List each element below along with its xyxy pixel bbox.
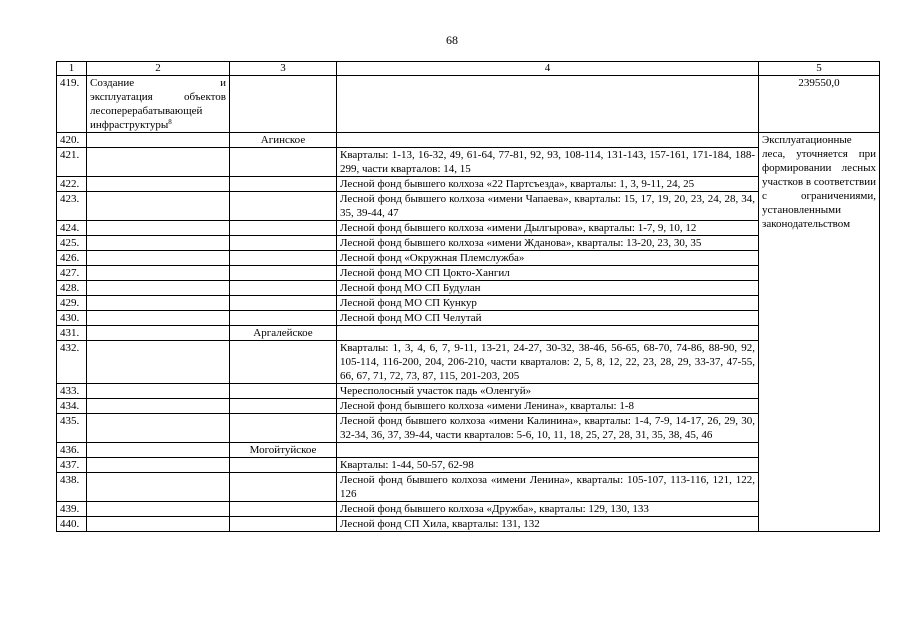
- header-col-2: 2: [87, 62, 230, 76]
- activity-name: [87, 311, 230, 326]
- row-number: 425.: [57, 236, 87, 251]
- table-row: [57, 443, 880, 458]
- table-row: [57, 341, 880, 384]
- header-col-1: 1: [57, 62, 87, 76]
- header-row: [57, 62, 880, 76]
- row-number: 428.: [57, 281, 87, 296]
- district-cell: Агинское: [230, 133, 337, 148]
- row-number: 421.: [57, 148, 87, 177]
- table-row: [57, 311, 880, 326]
- row-number: 435.: [57, 414, 87, 443]
- description-cell: Лесной фонд МО СП Челутай: [337, 311, 759, 326]
- table-row: [57, 517, 880, 532]
- row-number: 419.: [57, 76, 87, 133]
- description-cell: [337, 443, 759, 458]
- table-row: [57, 133, 880, 148]
- description-cell: Лесной фонд бывшего колхоза «имени Ленина», кварталы: 105-107, 113-116, 121, 122, 126: [337, 473, 759, 502]
- description-cell: Лесной фонд бывшего колхоза «имени Чапаева», кварталы: 15, 17, 19, 20, 23, 24, 28, 34, 35, 39-44, 47: [337, 192, 759, 221]
- header-col-5: 5: [759, 62, 880, 76]
- row-number: 426.: [57, 251, 87, 266]
- description-cell: Лесной фонд бывшего колхоза «22 Партсъезда», кварталы: 1, 3, 9-11, 24, 25: [337, 177, 759, 192]
- activity-name: [87, 251, 230, 266]
- activity-name: [87, 281, 230, 296]
- activity-name: [87, 458, 230, 473]
- activity-name: [87, 133, 230, 148]
- activity-name-line1: Создание и: [90, 77, 226, 89]
- row-number: 436.: [57, 443, 87, 458]
- activity-name: [87, 517, 230, 532]
- header-col-3: 3: [230, 62, 337, 76]
- page-number: 68: [446, 33, 458, 47]
- district-cell: [230, 296, 337, 311]
- row-number: 423.: [57, 192, 87, 221]
- row-number: 424.: [57, 221, 87, 236]
- description-cell: Лесной фонд бывшего колхоза «имени Ленина», кварталы: 1-8: [337, 399, 759, 414]
- district-cell: [230, 341, 337, 384]
- activity-name: [87, 341, 230, 384]
- description-cell: Лесной фонд бывшего колхоза «имени Калинина», кварталы: 1-4, 7-9, 14-17, 26, 29, 30, 32-34, 36, 37, 39-44, части кварталов: 5-6, 10, 11, 18, 25, 27, 28, 31, 35, 38, 45, 46: [337, 414, 759, 443]
- row-number: 438.: [57, 473, 87, 502]
- description-cell: Лесной фонд МО СП Будулан: [337, 281, 759, 296]
- activity-name: [87, 148, 230, 177]
- description-cell: Лесной фонд МО СП Кункур: [337, 296, 759, 311]
- activity-name: [87, 443, 230, 458]
- activity-name: [87, 236, 230, 251]
- row-number: 429.: [57, 296, 87, 311]
- table-row: [57, 76, 880, 133]
- footnote-marker: 8: [168, 118, 172, 126]
- description-cell: [337, 133, 759, 148]
- table-row: [57, 266, 880, 281]
- row-number: 420.: [57, 133, 87, 148]
- table-body: [57, 62, 880, 532]
- row-number: 427.: [57, 266, 87, 281]
- district-cell: [230, 76, 337, 133]
- description-cell: [337, 326, 759, 341]
- row-number: 440.: [57, 517, 87, 532]
- activity-name: [87, 221, 230, 236]
- row-number: 433.: [57, 384, 87, 399]
- table-row: [57, 148, 880, 177]
- row-number: 437.: [57, 458, 87, 473]
- header-col-4: 4: [337, 62, 759, 76]
- district-cell: [230, 414, 337, 443]
- district-cell: Могойтуйское: [230, 443, 337, 458]
- district-cell: [230, 236, 337, 251]
- table-row: [57, 399, 880, 414]
- table-row: [57, 177, 880, 192]
- row-number: 439.: [57, 502, 87, 517]
- table-row: [57, 458, 880, 473]
- district-cell: [230, 473, 337, 502]
- area-value: 239550,0: [759, 76, 880, 133]
- row-number: 434.: [57, 399, 87, 414]
- district-cell: [230, 251, 337, 266]
- district-cell: [230, 399, 337, 414]
- description-cell: Лесной фонд СП Хила, кварталы: 131, 132: [337, 517, 759, 532]
- district-cell: [230, 266, 337, 281]
- row-number: 432.: [57, 341, 87, 384]
- activity-name-rest: эксплуатация объектов лесоперерабатывающей инфраструктуры: [90, 91, 226, 131]
- description-cell: Кварталы: 1-44, 50-57, 62-98: [337, 458, 759, 473]
- district-cell: [230, 311, 337, 326]
- activity-name: [87, 192, 230, 221]
- activity-name: [87, 502, 230, 517]
- description-cell: Лесной фонд бывшего колхоза «имени Жданова», кварталы: 13-20, 23, 30, 35: [337, 236, 759, 251]
- description-cell: Лесной фонд бывшего колхоза «Дружба», кварталы: 129, 130, 133: [337, 502, 759, 517]
- district-cell: [230, 502, 337, 517]
- table-row: [57, 236, 880, 251]
- row-number: 422.: [57, 177, 87, 192]
- usage-note: Эксплуатационные леса, уточняется при формировании лесных участков в соответствии с ограничениями, установленными законодательством: [759, 133, 880, 532]
- table-row: [57, 473, 880, 502]
- activity-name: [87, 473, 230, 502]
- description-cell: Кварталы: 1-13, 16-32, 49, 61-64, 77-81, 92, 93, 108-114, 131-143, 157-161, 171-184, 188-299, части кварталов: 14, 15: [337, 148, 759, 177]
- row-number: 430.: [57, 311, 87, 326]
- description-cell: Лесной фонд «Окружная Племслужба»: [337, 251, 759, 266]
- table-row: [57, 384, 880, 399]
- district-cell: [230, 192, 337, 221]
- activity-name: [87, 177, 230, 192]
- district-cell: [230, 281, 337, 296]
- activity-name: [87, 76, 230, 133]
- forest-plan-table: [56, 61, 880, 532]
- district-cell: [230, 177, 337, 192]
- table-row: [57, 414, 880, 443]
- table-row: [57, 502, 880, 517]
- activity-name: [87, 326, 230, 341]
- description-cell: Чересполосный участок падь «Оленгуй»: [337, 384, 759, 399]
- district-cell: [230, 221, 337, 236]
- table-row: [57, 251, 880, 266]
- description-cell: [337, 76, 759, 133]
- district-cell: [230, 517, 337, 532]
- description-cell: Лесной фонд бывшего колхоза «имени Дылгырова», кварталы: 1-7, 9, 10, 12: [337, 221, 759, 236]
- district-cell: [230, 384, 337, 399]
- activity-name: [87, 266, 230, 281]
- table-row: [57, 296, 880, 311]
- table-row: [57, 326, 880, 341]
- description-cell: Лесной фонд МО СП Цокто-Хангил: [337, 266, 759, 281]
- district-cell: [230, 148, 337, 177]
- district-cell: Аргалейское: [230, 326, 337, 341]
- activity-name: [87, 414, 230, 443]
- table-row: [57, 192, 880, 221]
- description-cell: Кварталы: 1, 3, 4, 6, 7, 9-11, 13-21, 24-27, 30-32, 38-46, 56-65, 68-70, 74-86, 88-90, 92, 105-114, 116-200, 204, 206-210, части кварталов: 2, 5, 8, 12, 22, 23, 28, 29, 33-37, 47-55, 66, 67, 71, 72, 73, 87, 115, 201-203, 205: [337, 341, 759, 384]
- row-number: 431.: [57, 326, 87, 341]
- table-row: [57, 221, 880, 236]
- activity-name: [87, 384, 230, 399]
- activity-name: [87, 399, 230, 414]
- district-cell: [230, 458, 337, 473]
- table-row: [57, 281, 880, 296]
- activity-name: [87, 296, 230, 311]
